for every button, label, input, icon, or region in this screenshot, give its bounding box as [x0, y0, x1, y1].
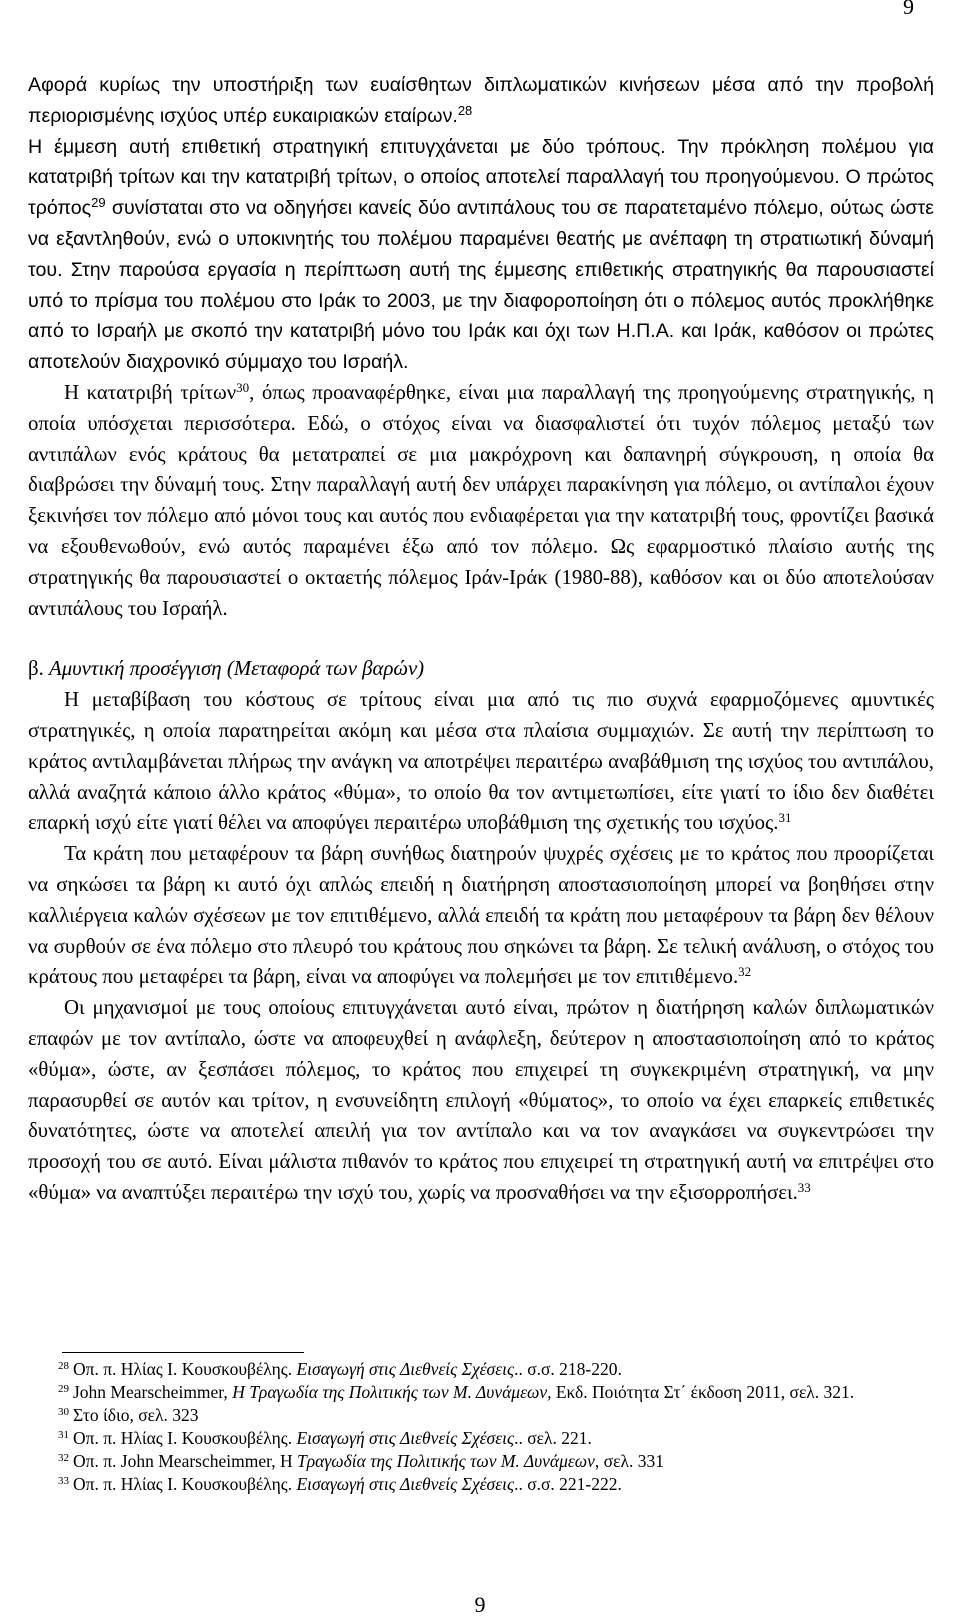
paragraph-6: Οι μηχανισμοί με τους οποίους επιτυγχάνεται αυτό είναι, πρώτον η διατήρηση καλών διπλωματικών επαφών με τον αντίπαλο, ώστε να αποφευχθεί η ανάφλεξη, δεύτερον η αποστασιοποίηση από το κράτος «θύμα», ώστε, αν ξεσπάσει πόλεμος, το κράτος που επιχειρεί τη συγκεκριμένη στρατηγική, να μην παρασυρθεί σε αυτόν και τρίτον, η ενσυνείδητη επιλογή «θύματος», το οποίο να έχει επαρκείς επιθετικές δυνατότητες, ώστε να αποτελεί απειλή για τον αντίπαλο και να τον αναγκάσει να συγκεντρώσει την προσοχή του σε αυτό. Είναι μάλιστα πιθανόν το κράτος που επιχειρεί τη στρατηγική αυτή να επιτρέψει στο «θύμα» να αναπτύξει περαιτέρω την ισχύ του, χωρίς να προσναθήσει να την εξισορροπήσει.$^{33}$ — [28, 996, 934, 1204]
footnote-32: $^{32}$ Οπ. π. John Mearscheimmer, Η Τραγωδία της Πολιτικής των Μ. Δυνάμεων, σελ. 331 — [58, 1451, 664, 1471]
footnote-33: $^{33}$ Οπ. π. Ηλίας Ι. Κουσκουβέλης. Εισαγωγή στις Διεθνείς Σχέσεις.. σ.σ. 221-222. — [58, 1474, 622, 1494]
footnote-ref-31: 31 — [778, 810, 792, 826]
paragraph-5: Τα κράτη που μεταφέρουν τα βάρη συνήθως διατηρούν ψυχρές σχέσεις με το κράτος που προορίζεται να σηκώσει τα βάρη κι αυτό όχι απλώς επειδή η διατήρηση αποστασιοποίηση μπορεί να βοηθήσει στην καλλιέργεια καλών σχέσεων με τον επιτιθέμενο, αλλά επειδή τα κράτη που μεταφέρουν τα βάρη δεν θέλουν να συρθούν σε ένα πόλεμο στο πλευρό του κράτους που σηκώνει τα βάρη. Σε τελική ανάλυση, ο στόχος του κράτους που μεταφέρει τα βάρη, είναι να αποφύγει να πολεμήσει με τον επιτιθέμενο.$^{32}$ — [28, 842, 934, 989]
paragraph-1: Αφορά κυρίως την υποστήριξη των ευαίσθητων διπλωματικών κινήσεων μέσα από την προβολή περιορισμένης ισχύος υπέρ ευκαιριακών εταίρων.$^{28}$ — [28, 74, 934, 127]
footnote-ref-30: 30 — [236, 379, 250, 395]
footnote-ref-33: 33 — [797, 1179, 811, 1195]
footnote-ref-32: 32 — [738, 964, 752, 980]
page-number-top: 9 — [903, 0, 914, 19]
page-number-bottom: 9 — [474, 1592, 486, 1617]
paragraph-3: Η κατατριβή τρίτων$^{30}$, όπως προαναφέρθηκε, είναι μια παραλλαγή της προηγούμενης στρατηγικής, η οποία υπόσχεται περισσότερα. Εδώ, ο στόχος είναι να διασφαλιστεί ότι τυχόν πόλεμος μεταξύ των αντιπάλων ενός κράτους θα μετατραπεί σε μια μακρόχρονη και δαπανηρή σύγκρουση, η οποία θα διαβρώσει την δύναμή τους. Στην παραλλαγή αυτή δεν υπάρχει παρακίνηση για πόλεμο, οι αντίπαλοι έχουν ξεκινήσει τον πόλεμο από μόνοι τους και αυτός που ενδιαφέρεται για την κατατριβή τους, φροντίζει βασικά να εξουθενωθούν, ενώ αυτός παραμένει έξω από τον πόλεμο. Ως εφαρμοστικό πλαίσιο αυτής της στρατηγικής θα παρουσιαστεί ο οκταετής πόλεμος Ιράν-Ιράκ (1980-88), καθόσον και οι δύο αποτελούσαν αντιπάλους του Ισραήλ. — [28, 379, 934, 620]
footnote-divider — [62, 1352, 304, 1353]
footnote-29: $^{29}$ John Mearscheimmer, Η Τραγωδία της Πολιτικής των Μ. Δυνάμεων, Εκδ. Ποιότητα Στ΄ έκδοση 2011, σελ. 321. — [58, 1382, 855, 1402]
body-text — [28, 70, 934, 1209]
footnotes — [58, 1358, 880, 1496]
footnote-31: $^{31}$ Οπ. π. Ηλίας Ι. Κουσκουβέλης. Εισαγωγή στις Διεθνείς Σχέσεις.. σελ. 221. — [58, 1428, 592, 1448]
footnote-ref-29: 29 — [91, 195, 106, 211]
footnote-30: $^{30}$ Στο ίδιο, σελ. 323 — [58, 1405, 199, 1425]
footnote-28: $^{28}$ Οπ. π. Ηλίας Ι. Κουσκουβέλης. Εισαγωγή στις Διεθνείς Σχέσεις.. σ.σ. 218-220. — [58, 1359, 622, 1379]
paragraph-2: Η έμμεση αυτή επιθετική στρατηγική επιτυγχάνεται με δύο τρόπους. Την πρόκληση πολέμου για κατατριβή τρίτων και την κατατριβή τρίτων, ο οποίος αποτελεί παραλλαγή του προηγούμενου. Ο πρώτος τρόπος$^{29}$ συνίσταται στο να οδηγήσει κανείς δύο αντιπάλους του σε παρατεταμένο πόλεμο, ούτως ώστε να εξαντληθούν, ενώ ο υποκινητής του πολέμου παραμένει θεατής με ανέπαφη τη στρατιωτική δύναμή του. Στην παρούσα εργασία η περίπτωση αυτή της έμμεσης επιθετικής στρατηγικής θα παρουσιαστεί υπό το πρίσμα του πολέμου στο Ιράκ το 2003, με την διαφοροποίηση ότι ο πόλεμος αυτός προκλήθηκε από το Ισραήλ με σκοπό την κατατριβή μόνο του Ιράκ και όχι των Η.Π.Α. και Ιράκ, καθόσον οι πρώτες αποτελούν διαχρονικό σύμμαχο του Ισραήλ. — [28, 135, 934, 374]
footnote-ref-28: 28 — [457, 102, 473, 118]
paragraph-4: Η μεταβίβαση του κόστους σε τρίτους είναι μια από τις πιο συχνά εφαρμοζόμενες αμυντικές στρατηγικές, η οποία παρατηρείται ακόμη και μέσα στα πλαίσια συμμαχιών. Σε αυτή την περίπτωση το κράτος αντιλαμβάνεται πλήρως την ανάγκη να αποτρέψει περαιτέρω αναβάθμιση της ισχύος του αντιπάλου, αλλά αναζητά κάποιο άλλο κράτος «θύμα», το οποίο θα τον αντιμετωπίσει, είτε γιατί το ίδιο δεν διαθέτει επαρκή ισχύ είτε γιατί θέλει να αποφύγει περαιτέρω υποβάθμιση της σχετικής του ισχύος.$^{31}$ — [28, 688, 934, 835]
section-heading: β. Αμυντική προσέγγιση (Μεταφορά των βαρών) — [28, 657, 425, 681]
